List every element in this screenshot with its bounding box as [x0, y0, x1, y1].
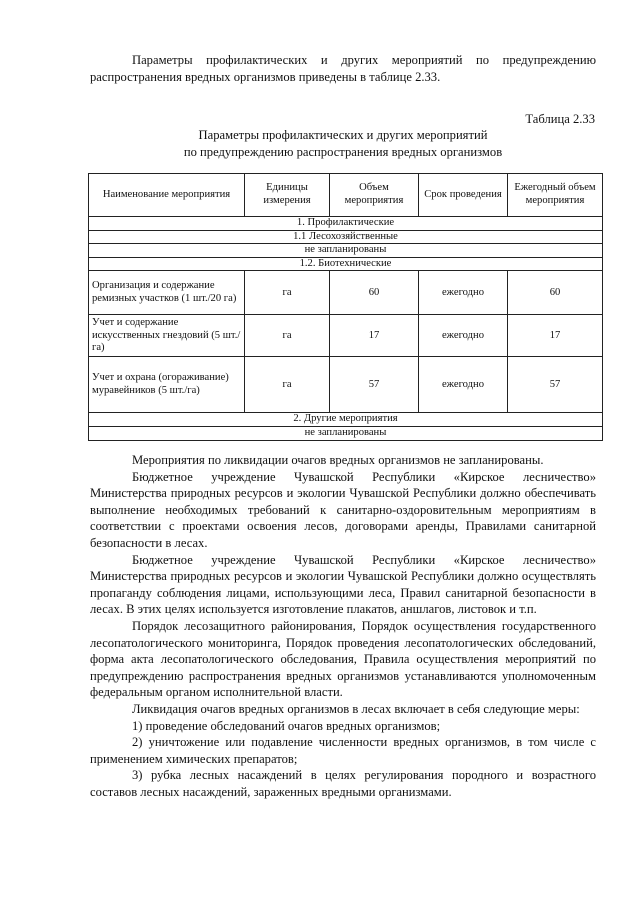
table-section-row — [89, 413, 603, 427]
cell-annual: 57 — [508, 357, 603, 413]
section-preventive: 1. Профилактические — [89, 217, 603, 231]
measure-item: 1) проведение обследований очагов вредных организмов; — [132, 718, 441, 733]
cell-volume: 60 — [330, 271, 419, 315]
cell-name: Учет и охрана (огораживание) муравейников (5 шт./га) — [89, 357, 245, 413]
paragraph: Мероприятия по ликвидации очагов вредных организмов не запланированы. — [132, 453, 544, 467]
table-row — [89, 357, 603, 413]
cell-annual: 17 — [508, 315, 603, 357]
paragraph: Ликвидация очагов вредных организмов в лесах включает в себя следующие меры: — [132, 701, 580, 716]
table-section-row — [89, 257, 603, 271]
header-annual: Ежегодный объем мероприятия — [508, 174, 603, 217]
cell-unit: га — [245, 315, 330, 357]
measure-item: 3) рубка лесных насаждений в целях регулирования породного и возрастного составов лесных насаждений, зараженных вредными организмами. — [90, 768, 596, 799]
paragraph: Порядок лесозащитного районирования, Порядок осуществления государственного лесопатологического мониторинга, Порядок проведения лесопатологических обследований, форма акта лесопатологического обследования, Правила осуществления мероприятий по предупреждению распространения вредных организмов устанавливаются уполномоченным федеральным органом исполнительной власти. — [90, 618, 596, 700]
table-section-row — [89, 244, 603, 258]
paragraph: Бюджетное учреждение Чувашской Республики «Кирское лесничество» Министерства природных ресурсов и экологии Чувашской Республики должно обеспечивать выполнение необходимых требований к санитарно-оздоровительным мероприятиям в соответствии с проектами освоения лесов, договорами аренды, Правилами санитарной безопасности в лесах. — [90, 469, 596, 550]
header-name: Наименование мероприятия — [89, 174, 245, 217]
table-label: Таблица 2.33 — [525, 112, 595, 126]
table-section-row — [89, 217, 603, 231]
table-section-row — [89, 230, 603, 244]
table-header-row — [89, 174, 603, 217]
cell-term: ежегодно — [419, 315, 508, 357]
table-section-row — [89, 426, 603, 440]
table-row — [89, 315, 603, 357]
table-title-line-1: Параметры профилактических и других мероприятий — [198, 128, 488, 142]
cell-name: Учет и содержание искусственных гнездовий (5 шт./га) — [89, 315, 245, 357]
cell-unit: га — [245, 271, 330, 315]
not-planned-other: не запланированы — [89, 426, 603, 440]
cell-volume: 17 — [330, 315, 419, 357]
header-unit: Единицы измерения — [245, 174, 330, 217]
section-forestry: 1.1 Лесохозяйственные — [89, 230, 603, 244]
not-planned-forestry: не запланированы — [89, 244, 603, 258]
section-biotechnical: 1.2. Биотехнические — [89, 257, 603, 271]
cell-name: Организация и содержание ремизных участков (1 шт./20 га) — [89, 271, 245, 315]
header-term: Срок проведения — [419, 174, 508, 217]
parameters-table — [88, 173, 603, 441]
section-other: 2. Другие мероприятия — [89, 413, 603, 427]
table-title — [90, 127, 596, 160]
cell-term: ежегодно — [419, 271, 508, 315]
paragraph: Бюджетное учреждение Чувашской Республики «Кирское лесничество» Министерства природных ресурсов и экологии Чувашской Республики должно осуществлять пропаганду соблюдения лицами, использующими леса, Правил санитарной безопасности в лесах. В этих целях используется изготовление плакатов, аншлагов, листовок и т.п. — [90, 552, 596, 617]
cell-volume: 57 — [330, 357, 419, 413]
cell-unit: га — [245, 357, 330, 413]
cell-annual: 60 — [508, 271, 603, 315]
table-row — [89, 271, 603, 315]
table-title-line-2: по предупреждению распространения вредных организмов — [183, 144, 503, 159]
header-volume: Объем мероприятия — [330, 174, 419, 217]
body-text — [90, 452, 596, 800]
intro-paragraph: Параметры профилактических и других мероприятий по предупреждению распространения вредных организмов приведены в таблице 2.33. — [90, 53, 596, 84]
cell-term: ежегодно — [419, 357, 508, 413]
measure-item: 2) уничтожение или подавление численности вредных организмов, в том числе с применением химических препаратов; — [90, 735, 596, 766]
